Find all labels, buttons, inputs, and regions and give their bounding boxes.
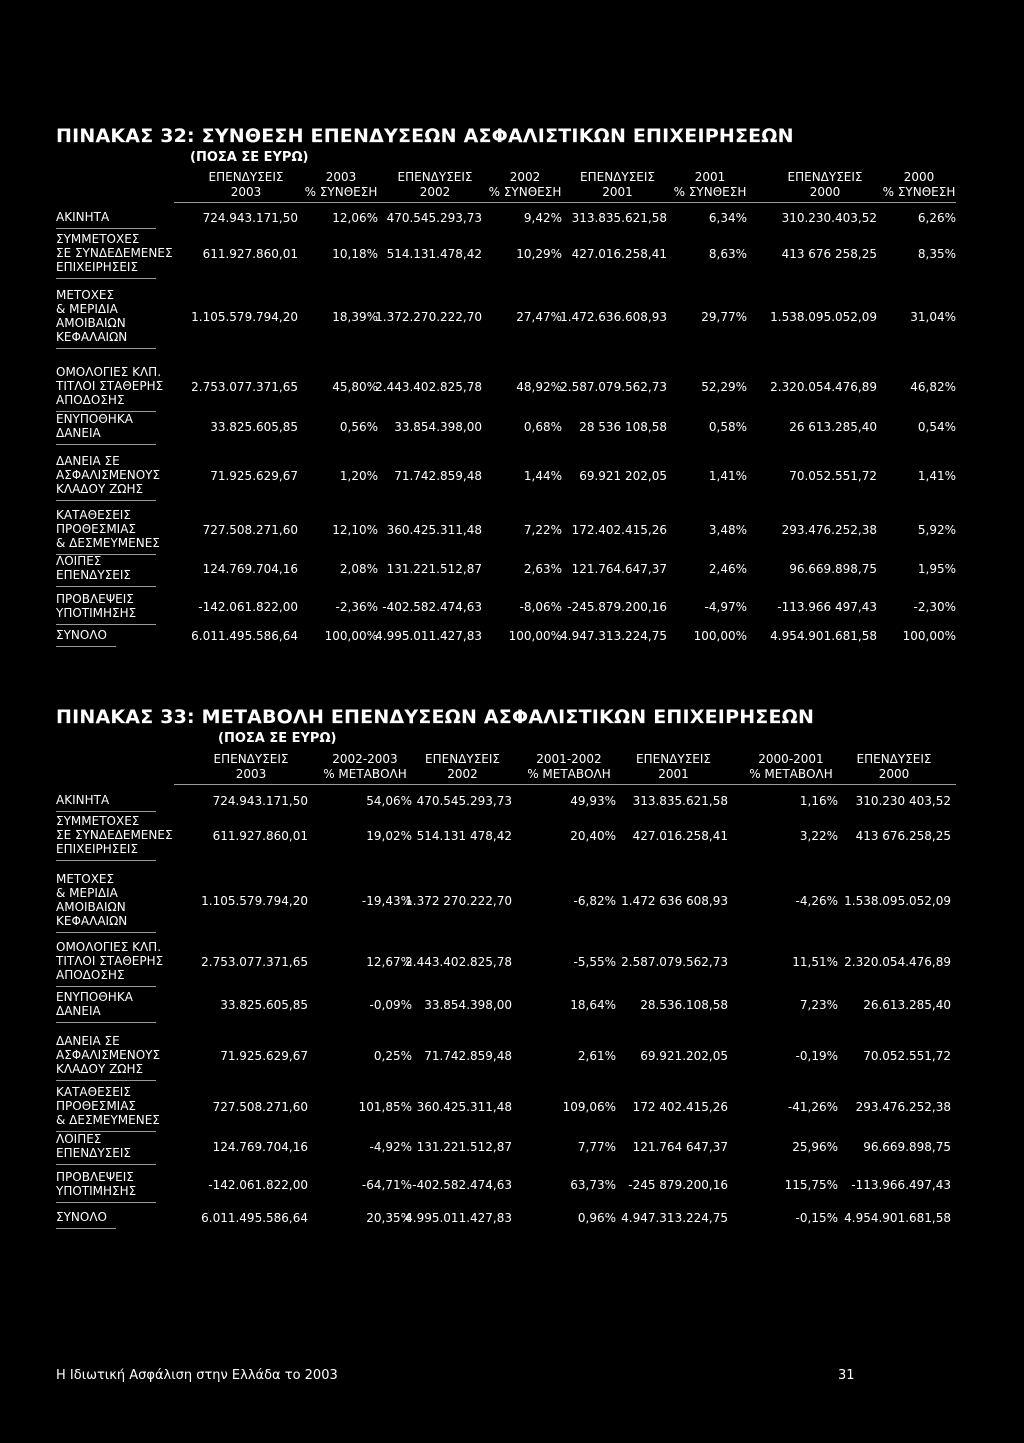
table-cell: 46,82% [910,380,956,394]
table-cell: 413 676.258,25 [855,829,951,843]
table-cell: 2,63% [523,562,562,576]
row-rule [56,624,156,625]
table-33 [56,752,956,1237]
table-cell: 18,64% [570,998,616,1012]
table-cell: -245.879.200,16 [567,600,667,614]
table-cell: 115,75% [784,1178,838,1192]
row-label: ΣΥΝΟΛΟ [56,1210,107,1224]
table-cell: 26 613.285,40 [789,420,877,434]
table-cell: 49,93% [570,794,616,808]
row-rule [56,986,156,987]
column-header: ΕΠΕΝΔΥΣΕΙΣ 2002 [397,170,473,199]
column-header: ΕΠΕΝΔΥΣΕΙΣ 2003 [213,752,289,781]
table-cell: 45,80% [332,380,378,394]
row-label: ΟΜΟΛΟΓΙΕΣ ΚΛΠ. ΤΙΤΛΟΙ ΣΤΑΘΕΡΗΣ ΑΠΟΔΟΣΗΣ [56,940,164,982]
table-cell: 63,73% [570,1178,616,1192]
row-label: ΔΑΝΕΙΑ ΣΕ ΑΣΦΑΛΙΣΜΕΝΟΥΣ ΚΛΑΔΟΥ ΖΩΗΣ [56,1034,161,1076]
row-label: ΣΥΜΜΕΤΟΧΕΣ ΣΕ ΣΥΝΔΕΔΕΜΕΝΕΣ ΕΠΙΧΕΙΡΗΣΕΙΣ [56,814,173,856]
table-cell: 10,18% [332,247,378,261]
table-cell: -402.582.474,63 [382,600,482,614]
table-cell: 514.131.478,42 [386,247,482,261]
header-rule [174,784,956,785]
row-label: ΛΟΙΠΕΣ ΕΠΕΝΔΥΣΕΙΣ [56,1132,131,1160]
table-cell: 20,35% [366,1211,412,1225]
table-cell: 4.954.901.681,58 [844,1211,951,1225]
table-33-title: ΠΙΝΑΚΑΣ 33: ΜΕΤΑΒΟΛΗ ΕΠΕΝΔΥΣΕΩΝ ΑΣΦΑΛΙΣΤΙΚΩΝ ΕΠΙΧΕΙΡΗΣΕΩΝ [56,706,815,728]
table-cell: 1,41% [917,469,956,483]
column-header: ΕΠΕΝΔΥΣΕΙΣ 2001 [580,170,655,199]
row-rule [56,586,156,587]
table-cell: 124.769.704,16 [202,562,298,576]
table-cell: 0,56% [339,420,378,434]
table-cell: 31,04% [910,310,956,324]
table-cell: 4.947.313.224,75 [621,1211,728,1225]
table-cell: 7,77% [577,1140,616,1154]
row-label: ΣΥΜΜΕΤΟΧΕΣ ΣΕ ΣΥΝΔΕΔΕΜΕΝΕΣ ΕΠΙΧΕΙΡΗΣΕΙΣ [56,232,173,274]
table-cell: 70.052.551,72 [863,1049,951,1063]
column-header: 2002 % ΣΥΝΘΕΣΗ [488,170,562,199]
table-cell: -113.966 497,43 [777,600,877,614]
table-cell: 12,10% [332,523,378,537]
table-cell: -142.061.822,00 [208,1178,308,1192]
table-cell: 10,29% [516,247,562,261]
row-rule [56,860,156,861]
table-cell: 727.508.271,60 [202,523,298,537]
table-cell: 28.536.108,58 [640,998,728,1012]
row-rule [56,932,156,933]
column-header: 2000-2001 % ΜΕΤΑΒΟΛΗ [749,752,833,781]
table-cell: 96.669.898,75 [863,1140,951,1154]
table-cell: 360.425.311,48 [416,1100,512,1114]
table-cell: 4.947.313.224,75 [560,629,667,643]
table-cell: 100,00% [508,629,562,643]
table-cell: 69.921 202,05 [579,469,667,483]
table-cell: 1,95% [917,562,956,576]
table-cell: 3,22% [799,829,838,843]
table-cell: 1,44% [523,469,562,483]
table-cell: 611.927.860,01 [212,829,308,843]
table-cell: 33.854.398,00 [424,998,512,1012]
table-cell: 109,06% [562,1100,616,1114]
table-cell: 6,34% [708,211,747,225]
column-header: 2001-2002 % ΜΕΤΑΒΟΛΗ [527,752,611,781]
table-32 [56,170,956,660]
table-cell: -2,36% [335,600,378,614]
table-cell: 1.372.270.222,70 [375,310,482,324]
table-cell: 11,51% [792,955,838,969]
table-cell: -41,26% [787,1100,838,1114]
table-cell: 9,42% [523,211,562,225]
table-cell: -19,43% [361,894,412,908]
table-cell: 48,92% [516,380,562,394]
table-cell: 54,06% [366,794,412,808]
table-cell: -5,55% [573,955,616,969]
table-cell: -0,09% [369,998,412,1012]
table-cell: 2,08% [339,562,378,576]
table-cell: 2.320.054.476,89 [770,380,877,394]
table-cell: 413 676 258,25 [781,247,877,261]
table-cell: 52,29% [701,380,747,394]
table-cell: -6,82% [573,894,616,908]
table-cell: 2,46% [708,562,747,576]
table-cell: 4.995.011.427,83 [405,1211,512,1225]
table-cell: 2.443.402.825,78 [375,380,482,394]
table-cell: 0,68% [523,420,562,434]
table-cell: 8,35% [917,247,956,261]
table-cell: 2.443.402.825,78 [405,955,512,969]
table-cell: 2.587.079.562,73 [621,955,728,969]
table-cell: 293.476.252,38 [855,1100,951,1114]
row-rule [56,348,156,349]
column-header: 2002-2003 % ΜΕΤΑΒΟΛΗ [323,752,407,781]
column-header: ΕΠΕΝΔΥΣΕΙΣ 2002 [425,752,500,781]
column-header: 2003 % ΣΥΝΘΕΣΗ [304,170,378,199]
row-label: ΟΜΟΛΟΓΙΕΣ ΚΛΠ. ΤΙΤΛΟΙ ΣΤΑΘΕΡΗΣ ΑΠΟΔΟΣΗΣ [56,365,164,407]
table-cell: 25,96% [792,1140,838,1154]
row-rule [56,811,156,812]
row-rule [56,1022,156,1023]
table-cell: 101,85% [358,1100,412,1114]
row-label: ΠΡΟΒΛΕΨΕΙΣ ΥΠΟΤΙΜΗΣΗΣ [56,1170,137,1198]
table-cell: -142.061.822,00 [198,600,298,614]
row-label: ΕΝΥΠΟΘΗΚΑ ΔΑΝΕΙΑ [56,412,133,440]
table-cell: -4,26% [795,894,838,908]
table-cell: 26.613.285,40 [863,998,951,1012]
row-label: ΑΚΙΝΗΤΑ [56,210,110,224]
table-32-title: ΠΙΝΑΚΑΣ 32: ΣΥΝΘΕΣΗ ΕΠΕΝΔΥΣΕΩΝ ΑΣΦΑΛΙΣΤΙΚΩΝ ΕΠΙΧΕΙΡΗΣΕΩΝ [56,125,794,147]
table-cell: 71.925.629,67 [210,469,298,483]
table-cell: 0,25% [373,1049,412,1063]
table-cell: 100,00% [902,629,956,643]
table-cell: 427.016.258,41 [571,247,667,261]
table-cell: 96.669.898,75 [789,562,877,576]
table-cell: -245 879.200,16 [628,1178,728,1192]
table-cell: 1.538.095.052,09 [844,894,951,908]
table-cell: 724.943.171,50 [202,211,298,225]
table-cell: 310.230.403,52 [781,211,877,225]
table-cell: 124.769.704,16 [212,1140,308,1154]
table-cell: 1.472.636.608,93 [560,310,667,324]
table-cell: 1.472 636 608,93 [621,894,728,908]
row-label: ΑΚΙΝΗΤΑ [56,793,110,807]
table-cell: 20,40% [570,829,616,843]
table-cell: 33.825.605,85 [220,998,308,1012]
table-cell: -0,15% [795,1211,838,1225]
table-cell: 172.402.415,26 [571,523,667,537]
table-cell: 121.764 647,37 [632,1140,728,1154]
table-cell: 4.995.011.427,83 [375,629,482,643]
row-label: ΣΥΝΟΛΟ [56,628,107,642]
table-cell: 1.105.579.794,20 [191,310,298,324]
table-cell: 33.825.605,85 [210,420,298,434]
table-cell: 121.764.647,37 [571,562,667,576]
row-rule [56,1228,116,1229]
table-cell: 470.545.293,73 [386,211,482,225]
table-cell: 293.476.252,38 [781,523,877,537]
table-cell: 12,06% [332,211,378,225]
column-header: ΕΠΕΝΔΥΣΕΙΣ 2000 [787,170,863,199]
table-cell: 611.927.860,01 [202,247,298,261]
table-cell: 1,41% [708,469,747,483]
row-rule [56,278,156,279]
table-cell: 28 536 108,58 [579,420,667,434]
table-cell: 131.221.512,87 [416,1140,512,1154]
row-label: ΕΝΥΠΟΘΗΚΑ ΔΑΝΕΙΑ [56,990,133,1018]
table-cell: -64,71% [361,1178,412,1192]
table-cell: 2.753.077.371,65 [191,380,298,394]
table-cell: 2.753.077.371,65 [201,955,308,969]
table-cell: 172 402.415,26 [632,1100,728,1114]
table-cell: -8,06% [519,600,562,614]
table-cell: 1.105.579.794,20 [201,894,308,908]
table-cell: 724.943.171,50 [212,794,308,808]
table-cell: 19,02% [366,829,412,843]
table-cell: 71.742.859,48 [424,1049,512,1063]
table-cell: 5,92% [917,523,956,537]
table-cell: 71.742.859,48 [394,469,482,483]
row-rule [56,1080,156,1081]
row-label: ΔΑΝΕΙΑ ΣΕ ΑΣΦΑΛΙΣΜΕΝΟΥΣ ΚΛΑΔΟΥ ΖΩΗΣ [56,454,161,496]
table-cell: 727.508.271,60 [212,1100,308,1114]
table-cell: -4,97% [704,600,747,614]
table-cell: -402.582.474,63 [412,1178,512,1192]
table-cell: 3,48% [708,523,747,537]
table-cell: 7,22% [523,523,562,537]
table-cell: 100,00% [693,629,747,643]
table-cell: 131.221.512,87 [386,562,482,576]
table-cell: 0,58% [708,420,747,434]
table-33-subtitle: (ΠΟΣΑ ΣΕ ΕΥΡΩ) [218,731,337,746]
table-cell: -113.966.497,43 [851,1178,951,1192]
table-cell: 1.372 270.222,70 [405,894,512,908]
table-cell: 27,47% [516,310,562,324]
row-label: ΚΑΤΑΘΕΣΕΙΣ ΠΡΟΘΕΣΜΙΑΣ & ΔΕΣΜΕΥΜΕΝΕΣ [56,508,160,550]
column-header: ΕΠΕΝΔΥΣΕΙΣ 2000 [856,752,932,781]
column-header: 2000 % ΣΥΝΘΕΣΗ [882,170,956,199]
table-cell: 29,77% [701,310,747,324]
header-rule [174,202,956,203]
table-cell: 69.921.202,05 [640,1049,728,1063]
table-cell: 1.538.095.052,09 [770,310,877,324]
table-cell: 1,16% [799,794,838,808]
table-cell: 71.925.629,67 [220,1049,308,1063]
table-cell: 6,26% [917,211,956,225]
table-cell: 2.587.079.562,73 [560,380,667,394]
table-cell: 313.835.621,58 [571,211,667,225]
row-rule [56,228,156,229]
table-cell: 2.320.054.476,89 [844,955,951,969]
table-cell: 360.425.311,48 [386,523,482,537]
row-rule [56,444,156,445]
column-header: 2001 % ΣΥΝΘΕΣΗ [673,170,747,199]
table-cell: 6.011.495.586,64 [201,1211,308,1225]
table-cell: 33.854.398,00 [394,420,482,434]
row-label: ΚΑΤΑΘΕΣΕΙΣ ΠΡΟΘΕΣΜΙΑΣ & ΔΕΣΜΕΥΜΕΝΕΣ [56,1085,160,1127]
table-cell: 0,96% [577,1211,616,1225]
row-label: ΜΕΤΟΧΕΣ & ΜΕΡΙΔΙΑ ΑΜΟΙΒΑΙΩΝ ΚΕΦΑΛΑΙΩΝ [56,288,128,344]
table-cell: 4.954.901.681,58 [770,629,877,643]
footer-page-number: 31 [838,1368,855,1383]
column-header: ΕΠΕΝΔΥΣΕΙΣ 2001 [636,752,711,781]
table-cell: 310.230 403,52 [855,794,951,808]
table-cell: -0,19% [795,1049,838,1063]
table-cell: -4,92% [369,1140,412,1154]
row-label: ΜΕΤΟΧΕΣ & ΜΕΡΙΔΙΑ ΑΜΟΙΒΑΙΩΝ ΚΕΦΑΛΑΙΩΝ [56,872,128,928]
table-cell: 6.011.495.586,64 [191,629,298,643]
row-label: ΛΟΙΠΕΣ ΕΠΕΝΔΥΣΕΙΣ [56,554,131,582]
table-cell: 7,23% [799,998,838,1012]
table-cell: 70.052.551,72 [789,469,877,483]
table-cell: 1,20% [339,469,378,483]
table-cell: 0,54% [917,420,956,434]
column-header: ΕΠΕΝΔΥΣΕΙΣ 2003 [208,170,284,199]
table-cell: 427.016.258,41 [632,829,728,843]
table-cell: 2,61% [577,1049,616,1063]
table-cell: 8,63% [708,247,747,261]
row-rule [56,500,156,501]
table-cell: 18,39% [332,310,378,324]
table-cell: 12,67% [366,955,412,969]
row-label: ΠΡΟΒΛΕΨΕΙΣ ΥΠΟΤΙΜΗΣΗΣ [56,592,137,620]
row-rule [56,1164,156,1165]
table-32-subtitle: (ΠΟΣΑ ΣΕ ΕΥΡΩ) [190,150,309,165]
table-cell: 514.131 478,42 [416,829,512,843]
table-cell: 470.545.293,73 [416,794,512,808]
table-cell: -2,30% [913,600,956,614]
table-cell: 100,00% [324,629,378,643]
footer-publication-title: Η Ιδιωτική Ασφάλιση στην Ελλάδα το 2003 [56,1368,338,1383]
table-cell: 313.835.621,58 [632,794,728,808]
row-rule [56,646,116,647]
row-rule [56,1202,156,1203]
